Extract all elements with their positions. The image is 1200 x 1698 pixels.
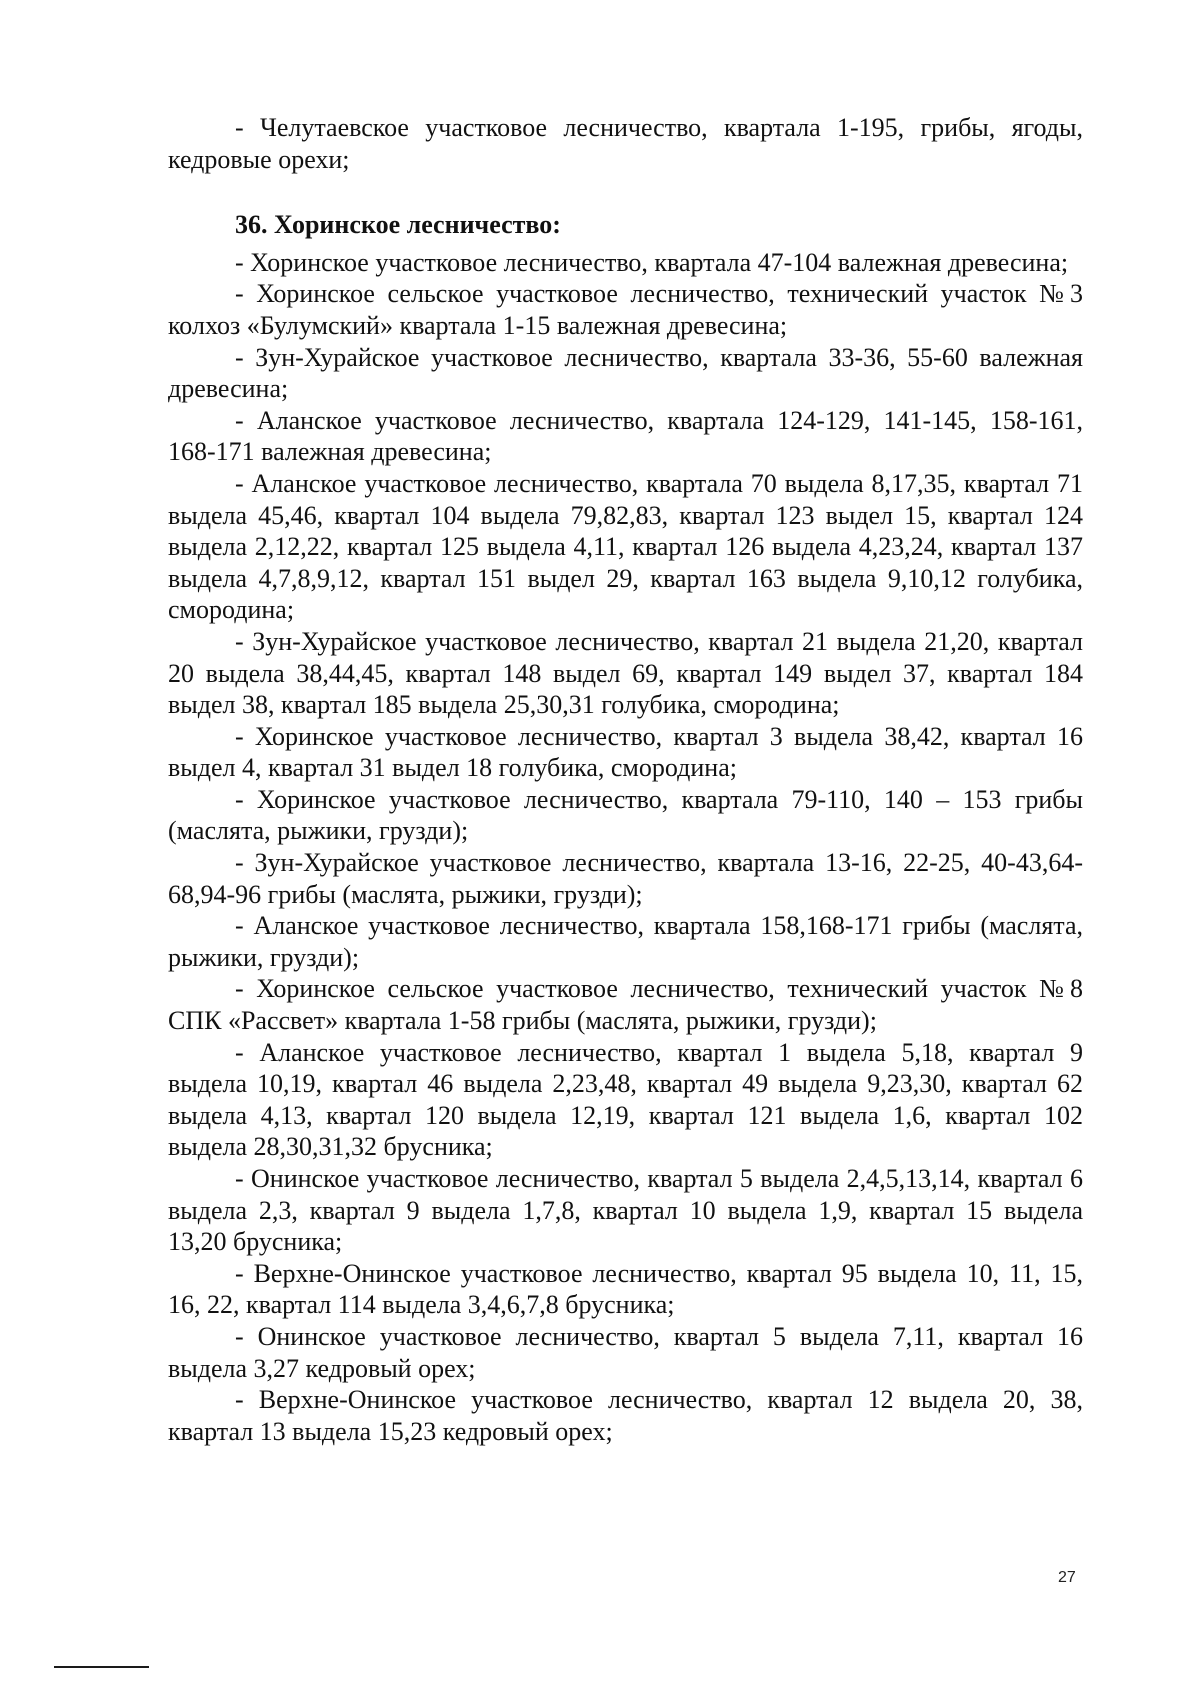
- list-item: - Зун-Хурайское участковое лесничество, квартала 33-36, 55-60 валежная древесина;: [168, 342, 1083, 404]
- list-item: - Аланское участковое лесничество, квартала 158,168-171 грибы (маслята, рыжики, грузди);: [168, 911, 1083, 972]
- list-item: - Аланское участковое лесничество, квартала 124-129, 141-145, 158-161, 168-171 валежная древесина;: [168, 405, 1083, 467]
- list-item: - Хоринское сельское участковое лесничество, технический участок №8 СПК «Рассвет» квартала 1-58 грибы (маслята, рыжики, грузди);: [168, 974, 1083, 1036]
- list-item: - Онинское участковое лесничество, квартал 5 выдела 2,4,5,13,14, квартал 6 выдела 2,3, квартал 9 выдела 1,7,8, квартал 10 выдела 1,9, квартал 15 выдела 13,20 брусника;: [168, 1164, 1083, 1257]
- list-item: - Аланское участковое лесничество, квартала 70 выдела 8,17,35, квартал 71 выдела 45,46, квартал 104 выдела 79,82,83, квартал 123 выдел 15, квартал 124 выдела 2,12,22, квартал 125 выдела 4,11, квартал 126 выдела 4,23,24, квартал 137 выдела 4,7,8,9,12, квартал 151 выдел 29, квартал 163 выдела 9,10,12 голубика, смородина;: [168, 468, 1083, 625]
- list-item: - Верхне-Онинское участковое лесничество, квартал 95 выдела 10, 11, 15, 16, 22, квартал 114 выдела 3,4,6,7,8 брусника;: [168, 1258, 1083, 1320]
- list-item: - Зун-Хурайское участковое лесничество, квартал 21 выдела 21,20, квартал 20 выдела 38,44,45, квартал 148 выдел 69, квартал 149 выдел 37, квартал 184 выдел 38, квартал 185 выдела 25,30,31 голубика, смородина;: [168, 626, 1083, 720]
- list-item: - Верхне-Онинское участковое лесничество, квартал 12 выдела 20, 38, квартал 13 выдела 15,23 кедровый орех;: [168, 1385, 1083, 1446]
- section-heading: 36. Хоринское лесничество:: [235, 210, 561, 240]
- list-item: - Хоринское участковое лесничество, квартала 47-104 валежная древесина;: [235, 247, 1069, 277]
- list-item: - Хоринское сельское участковое лесничество, технический участок №3 колхоз «Булумский» квартала 1-15 валежная древесина;: [168, 279, 1083, 340]
- intro-list-item: - Челутаевское участковое лесничество, квартала 1-195, грибы, ягоды, кедровые орехи;: [168, 113, 1083, 174]
- list-item: - Хоринское участковое лесничество, квартала 79-110, 140 – 153 грибы (маслята, рыжики, грузди);: [168, 784, 1083, 846]
- list-item: - Онинское участковое лесничество, квартал 5 выдела 7,11, квартал 16 выдела 3,27 кедровый орех;: [168, 1321, 1083, 1383]
- page-number: 27: [1058, 1569, 1076, 1586]
- footnote-divider: [54, 1666, 149, 1668]
- list-item: - Аланское участковое лесничество, квартал 1 выдела 5,18, квартал 9 выдела 10,19, квартал 46 выдела 2,23,48, квартал 49 выдела 9,23,30, квартал 62 выдела 4,13, квартал 120 выдела 12,19, квартал 121 выдела 1,6, квартал 102 выдела 28,30,31,32 брусника;: [168, 1037, 1083, 1162]
- list-item: - Зун-Хурайское участковое лесничество, квартала 13-16, 22-25, 40-43,64-68,94-96 грибы (маслята, рыжики, грузди);: [168, 848, 1083, 909]
- list-item: - Хоринское участковое лесничество, квартал 3 выдела 38,42, квартал 16 выдел 4, квартал 31 выдел 18 голубика, смородина;: [168, 721, 1083, 783]
- document-body: [168, 112, 1083, 1447]
